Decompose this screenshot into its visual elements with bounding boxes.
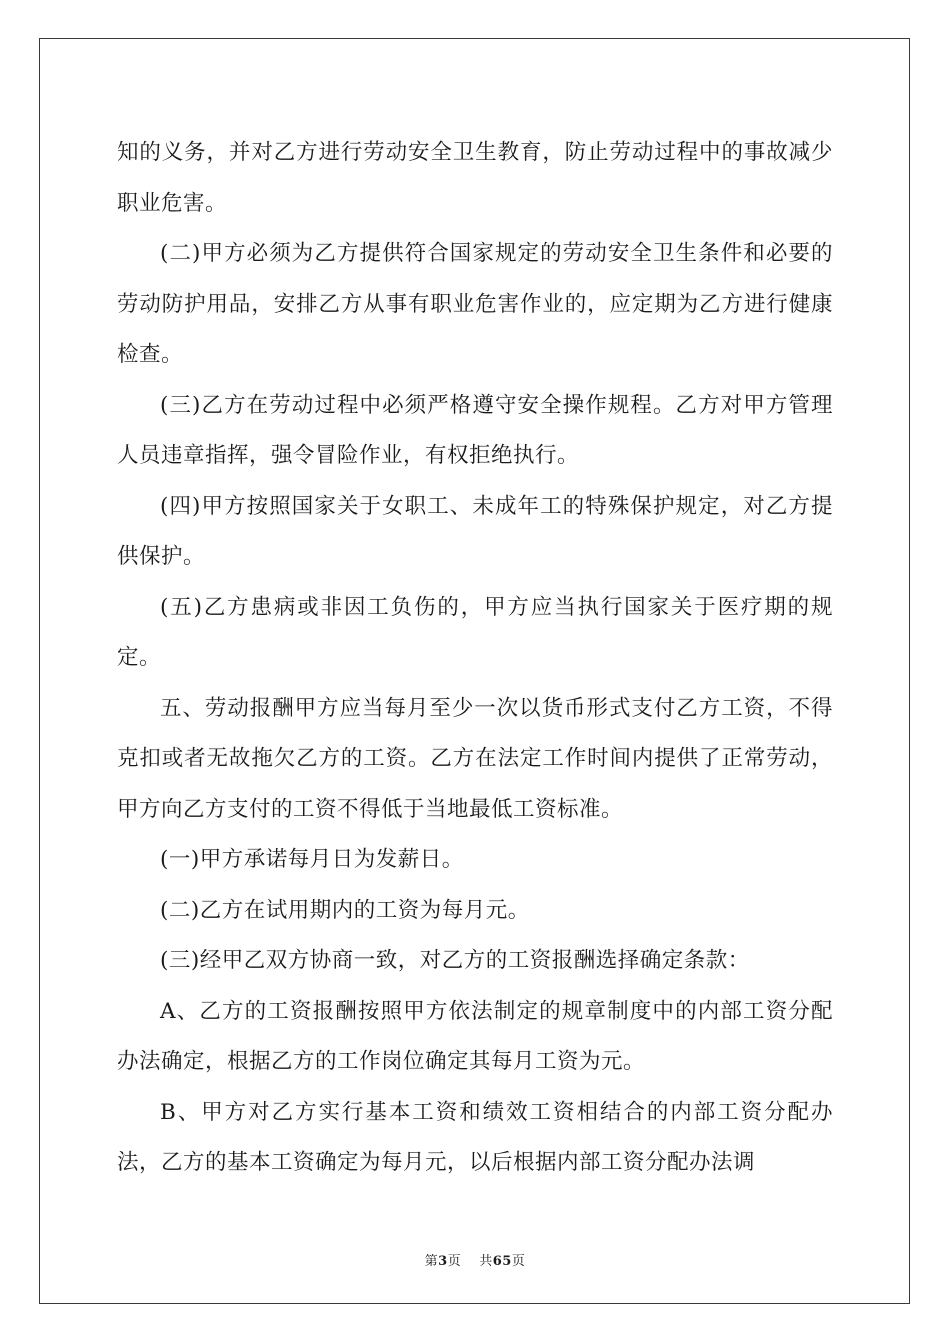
paragraph: (五)乙方患病或非因工负伤的，甲方应当执行国家关于医疗期的规定。: [117, 594, 833, 670]
total-label-prefix: 共: [479, 1254, 493, 1269]
paragraph: B、甲方对乙方实行基本工资和绩效工资相结合的内部工资分配办法，乙方的基本工资确定为每月元，以后根据内部工资分配办法调: [117, 1099, 833, 1175]
paragraph: (三)乙方在劳动过程中必须严格遵守安全操作规程。乙方对甲方管理人员违章指挥，强令冒险作业，有权拒绝执行。: [117, 392, 833, 468]
total-label-unit: 页: [511, 1254, 526, 1269]
paragraph: 五、劳动报酬甲方应当每月至少一次以货币形式支付乙方工资，不得克扣或者无故拖欠乙方的工资。乙方在法定工作时间内提供了正常劳动，甲方向乙方支付的工资不得低于当地最低工资标准。: [117, 695, 833, 822]
document-body: [117, 128, 833, 1189]
paragraph: (三)经甲乙双方协商一致，对乙方的工资报酬选择确定条款：: [160, 948, 750, 973]
paragraph: (四)甲方按照国家关于女职工、未成年工的特殊保护规定，对乙方提供保护。: [117, 493, 833, 569]
paragraph: (二)乙方在试用期内的工资为每月元。: [160, 897, 530, 923]
paragraph: 知的义务，并对乙方进行劳动安全卫生教育，防止劳动过程中的事故减少职业危害。: [117, 140, 833, 216]
page-label-prefix: 第: [424, 1254, 439, 1269]
total-page-count: 65: [492, 1254, 512, 1269]
paragraph: (一)甲方承诺每月日为发薪日。: [160, 847, 464, 872]
page-footer: [0, 1250, 950, 1269]
current-page-number: 3: [438, 1254, 448, 1269]
page-label-unit: 页: [447, 1254, 462, 1269]
paragraph: A、乙方的工资报酬按照甲方依法制定的规章制度中的内部工资分配办法确定，根据乙方的工作岗位确定其每月工资为元。: [117, 998, 833, 1074]
paragraph: (二)甲方必须为乙方提供符合国家规定的劳动安全卫生条件和必要的劳动防护用品，安排乙方从事有职业危害作业的，应定期为乙方进行健康检查。: [117, 241, 833, 367]
